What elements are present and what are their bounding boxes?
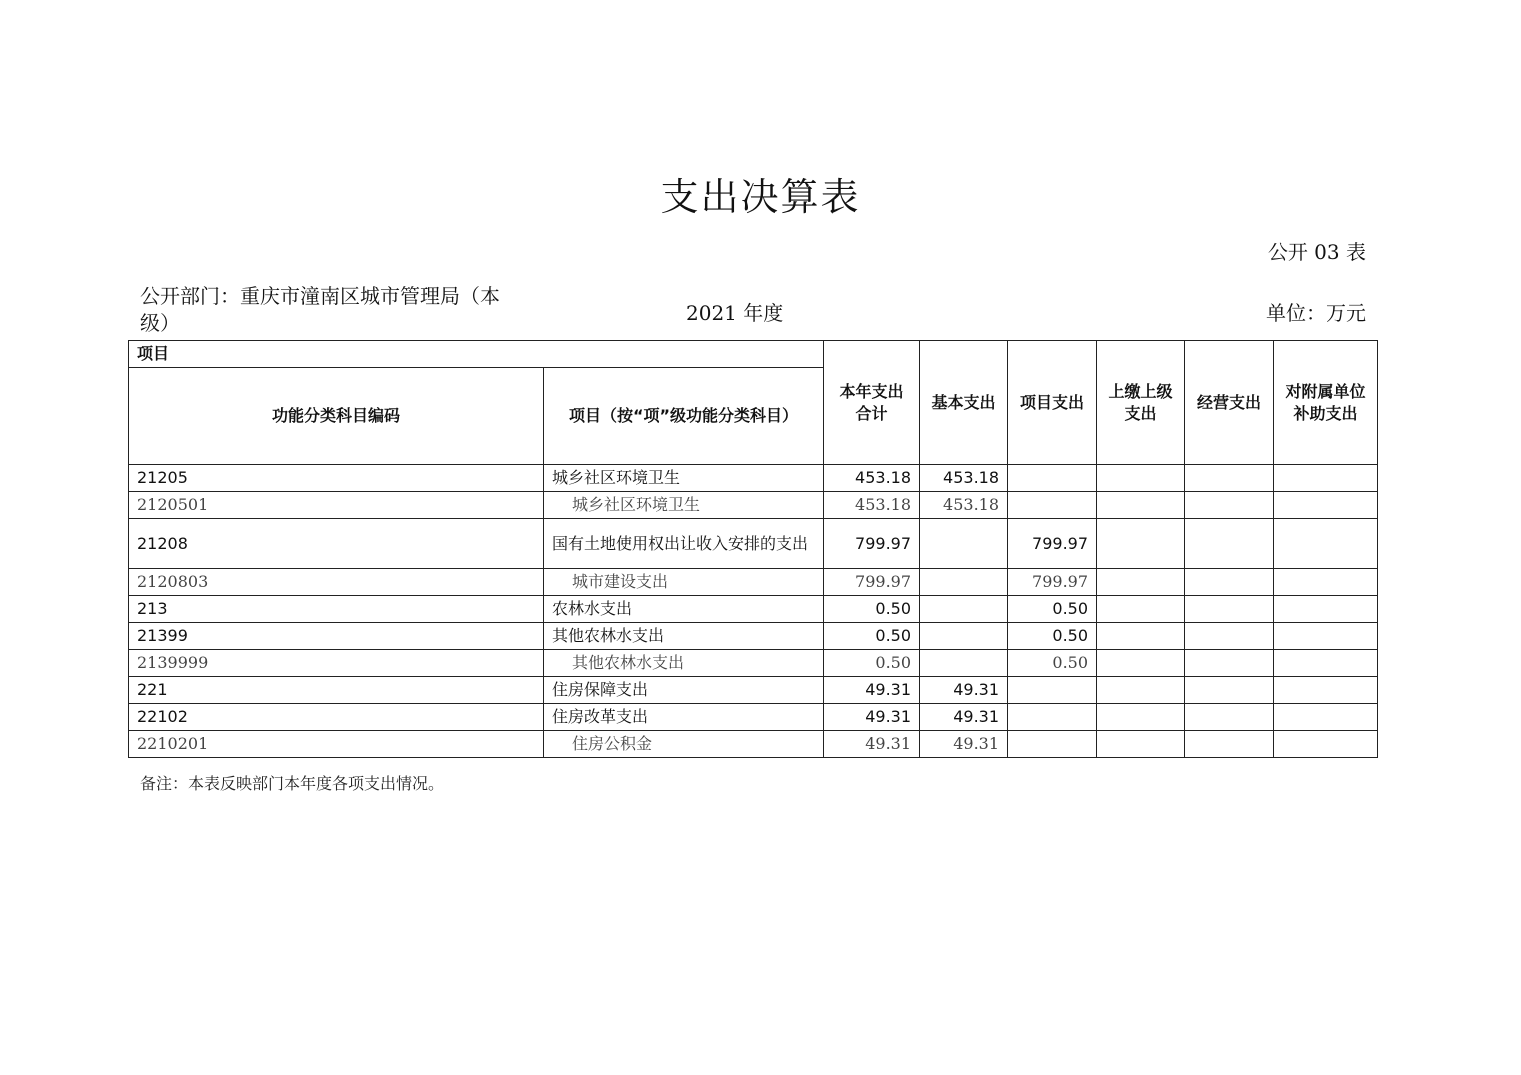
cell-business <box>1185 677 1274 704</box>
cell-upper <box>1097 650 1185 677</box>
table-row <box>129 731 1378 758</box>
cell-business <box>1185 569 1274 596</box>
expenditure-table <box>128 340 1378 758</box>
header-code: 功能分类科目编码 <box>129 368 544 465</box>
cell-basic: 453.18 <box>920 465 1008 492</box>
header-business: 经营支出 <box>1185 341 1274 465</box>
cell-project-expense <box>1008 704 1097 731</box>
table-row <box>129 465 1378 492</box>
cell-project-expense: 799.97 <box>1008 519 1097 569</box>
cell-total: 49.31 <box>824 677 920 704</box>
table-row <box>129 623 1378 650</box>
cell-basic: 49.31 <box>920 731 1008 758</box>
cell-total: 49.31 <box>824 731 920 758</box>
cell-code: 2139999 <box>129 650 544 677</box>
cell-upper <box>1097 596 1185 623</box>
cell-basic: 453.18 <box>920 492 1008 519</box>
table-row <box>129 492 1378 519</box>
cell-business <box>1185 492 1274 519</box>
cell-total: 799.97 <box>824 569 920 596</box>
cell-subsidy <box>1274 650 1378 677</box>
department-label: 公开部门：重庆市潼南区城市管理局（本级） <box>140 284 500 335</box>
cell-business <box>1185 623 1274 650</box>
header-name: 项目（按“项”级功能分类科目） <box>544 368 824 465</box>
header-total: 本年支出合计 <box>824 341 920 465</box>
cell-upper <box>1097 704 1185 731</box>
cell-code: 213 <box>129 596 544 623</box>
header-subsidy: 对附属单位补助支出 <box>1274 341 1378 465</box>
table-row <box>129 519 1378 569</box>
cell-project-expense: 0.50 <box>1008 623 1097 650</box>
cell-subsidy <box>1274 704 1378 731</box>
header-project-expense: 项目支出 <box>1008 341 1097 465</box>
cell-code: 2210201 <box>129 731 544 758</box>
cell-business <box>1185 731 1274 758</box>
cell-subsidy <box>1274 569 1378 596</box>
cell-total: 453.18 <box>824 492 920 519</box>
header-basic: 基本支出 <box>920 341 1008 465</box>
cell-total: 0.50 <box>824 596 920 623</box>
cell-name: 农林水支出 <box>544 596 824 623</box>
fiscal-year: 2021 年度 <box>686 301 784 325</box>
header-upper: 上缴上级支出 <box>1097 341 1185 465</box>
cell-name: 其他农林水支出 <box>544 650 824 677</box>
cell-code: 21399 <box>129 623 544 650</box>
cell-name: 城乡社区环境卫生 <box>544 492 824 519</box>
cell-name: 城市建设支出 <box>544 569 824 596</box>
cell-name: 住房公积金 <box>544 731 824 758</box>
page-title: 支出决算表 <box>660 175 861 219</box>
cell-upper <box>1097 731 1185 758</box>
cell-name: 其他农林水支出 <box>544 623 824 650</box>
cell-code: 2120803 <box>129 569 544 596</box>
cell-name: 城乡社区环境卫生 <box>544 465 824 492</box>
cell-business <box>1185 465 1274 492</box>
cell-business <box>1185 596 1274 623</box>
cell-code: 21208 <box>129 519 544 569</box>
table-row <box>129 704 1378 731</box>
cell-total: 49.31 <box>824 704 920 731</box>
cell-name: 住房改革支出 <box>544 704 824 731</box>
cell-upper <box>1097 623 1185 650</box>
table-row <box>129 596 1378 623</box>
form-number: 公开 03 表 <box>1267 240 1366 264</box>
cell-upper <box>1097 569 1185 596</box>
table-row <box>129 677 1378 704</box>
cell-basic <box>920 623 1008 650</box>
cell-upper <box>1097 677 1185 704</box>
cell-name: 国有土地使用权出让收入安排的支出 <box>544 519 824 569</box>
cell-project-expense: 0.50 <box>1008 650 1097 677</box>
cell-basic: 49.31 <box>920 704 1008 731</box>
cell-code: 2120501 <box>129 492 544 519</box>
cell-subsidy <box>1274 492 1378 519</box>
cell-upper <box>1097 492 1185 519</box>
cell-project-expense <box>1008 492 1097 519</box>
cell-project-expense <box>1008 731 1097 758</box>
cell-project-expense <box>1008 465 1097 492</box>
cell-basic <box>920 596 1008 623</box>
cell-subsidy <box>1274 596 1378 623</box>
table-row <box>129 569 1378 596</box>
cell-total: 0.50 <box>824 623 920 650</box>
cell-code: 21205 <box>129 465 544 492</box>
cell-basic <box>920 519 1008 569</box>
cell-code: 221 <box>129 677 544 704</box>
cell-upper <box>1097 465 1185 492</box>
cell-basic <box>920 569 1008 596</box>
cell-business <box>1185 650 1274 677</box>
cell-project-expense: 0.50 <box>1008 596 1097 623</box>
cell-subsidy <box>1274 731 1378 758</box>
cell-subsidy <box>1274 677 1378 704</box>
unit-label: 单位：万元 <box>1266 301 1366 325</box>
cell-basic: 49.31 <box>920 677 1008 704</box>
cell-subsidy <box>1274 465 1378 492</box>
cell-total: 453.18 <box>824 465 920 492</box>
cell-business <box>1185 519 1274 569</box>
table-row <box>129 650 1378 677</box>
cell-total: 0.50 <box>824 650 920 677</box>
cell-project-expense <box>1008 677 1097 704</box>
table-note: 备注：本表反映部门本年度各项支出情况。 <box>140 774 445 793</box>
cell-basic <box>920 650 1008 677</box>
cell-subsidy <box>1274 519 1378 569</box>
cell-code: 22102 <box>129 704 544 731</box>
cell-project-expense: 799.97 <box>1008 569 1097 596</box>
cell-business <box>1185 704 1274 731</box>
cell-subsidy <box>1274 623 1378 650</box>
header-project: 项目 <box>129 341 824 368</box>
cell-total: 799.97 <box>824 519 920 569</box>
cell-name: 住房保障支出 <box>544 677 824 704</box>
cell-upper <box>1097 519 1185 569</box>
